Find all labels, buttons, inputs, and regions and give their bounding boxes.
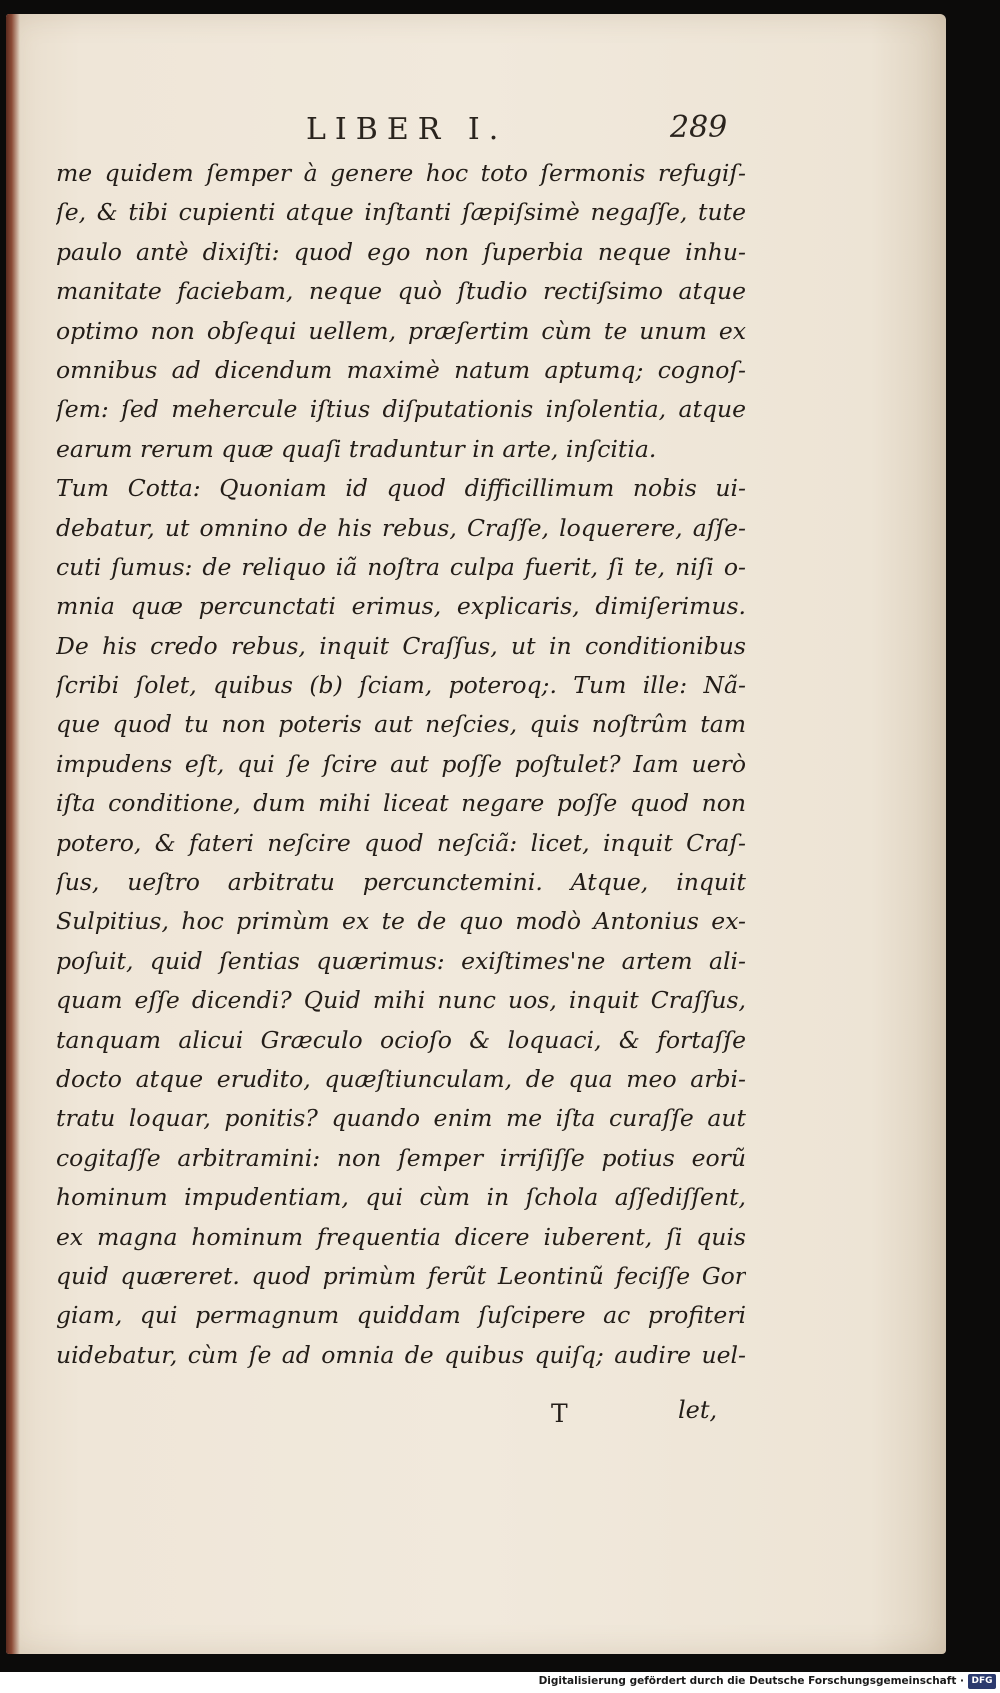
text-line: quid quæreret. quod primùm ferũt Leontinũ feciſſe Gor: [56, 1261, 746, 1290]
text-line: ſe, & tibi cupienti atque inſtanti ſæpiſsimè negaſſe, tute: [56, 198, 746, 227]
text-line: ex magna hominum frequentia dicere iuberent, ſi quis: [56, 1222, 746, 1251]
text-line: Tum Cotta: Quoniam id quod difficillimum nobis ui-: [56, 474, 746, 503]
text-line: que quod tu non poteris aut neſcies, quis noſtrûm tam: [56, 710, 746, 739]
text-line: Sulpitius, hoc primùm ex te de quo modò Antonius ex-: [56, 907, 746, 936]
text-line: hominum impudentiam, qui cùm in ſchola aſſediſſent,: [56, 1183, 746, 1212]
text-line: mnia quæ percunctati erimus, explicaris, dimiſerimus.: [56, 592, 746, 621]
text-line: cuti ſumus: de reliquo iã noſtra culpa fuerit, ſi te, niſi o-: [56, 552, 746, 581]
text-line: earum rerum quæ quaſi traduntur in arte, inſcitia.: [56, 434, 657, 463]
text-line: paulo antè dixiſti: quod ego non ſuperbia neque inhu-: [56, 237, 746, 266]
text-line: poſuit, quid ſentias quærimus: exiſtimes'ne artem ali-: [56, 946, 746, 975]
text-line: manitate faciebam, neque quò ſtudio rectiſsimo atque: [56, 277, 746, 306]
text-line: De his credo rebus, inquit Craſſus, ut in conditionibus: [56, 631, 746, 660]
book-page: [6, 14, 946, 1654]
page-number: 289: [670, 110, 728, 145]
body-text: [56, 154, 746, 1375]
funding-credit: Digitalisierung gefördert durch die Deutsche Forschungsgemeinschaft ·: [538, 1675, 964, 1687]
text-line: optimo non obſequi uellem, præſertim cùm te unum ex: [56, 316, 746, 345]
text-line: quam eſſe dicendi? Quid mihi nunc uos, inquit Craſſus,: [56, 986, 746, 1015]
text-line: me quidem ſemper à genere hoc toto ſermonis refugiſ-: [56, 159, 746, 187]
binding-edge: [6, 14, 20, 1654]
text-line: debatur, ut omnino de his rebus, Craſſe, loquerere, aſſe-: [56, 513, 746, 542]
text-line: ſcribi ſolet, quibus (b) ſciam, poteroq;. Tum ille: Nã-: [56, 671, 746, 700]
text-line: potero, & fateri neſcire quod neſciã: licet, inquit Craſ-: [56, 828, 746, 857]
text-line: iſta conditione, dum mihi liceat negare poſſe quod non: [56, 789, 746, 818]
text-line: omnibus ad dicendum maximè natum aptumq; cognoſ-: [56, 355, 746, 384]
text-line: tratu loquar, ponitis? quando enim me iſta curaſſe aut: [56, 1104, 746, 1133]
text-line: docto atque erudito, quæſtiunculam, de qua meo arbi-: [56, 1064, 746, 1093]
signature-mark: T: [551, 1399, 568, 1428]
text-line: cogitaſſe arbitramini: non ſemper irriſiſſe potius eorũ: [56, 1143, 746, 1172]
dfg-logo-icon: DFG: [968, 1674, 996, 1689]
text-line: uidebatur, cùm ſe ad omnia de quibus quiſq; audire uel-: [56, 1340, 746, 1369]
text-line: impudens eſt, qui ſe ſcire aut poſſe poſtulet? Iam uerò: [56, 749, 746, 778]
catchword: let,: [678, 1396, 718, 1424]
footer-bar: [0, 1672, 1000, 1693]
text-line: tanquam alicui Græculo ocioſo & loquaci, & fortaſſe: [56, 1025, 746, 1054]
text-line: ſem: ſed mehercule iſtius diſputationis inſolentia, atque: [56, 395, 746, 424]
running-title: LIBER I.: [306, 112, 508, 147]
text-line: ſus, ueſtro arbitratu percunctemini. Atque, inquit: [56, 868, 746, 897]
text-line: giam, qui permagnum quiddam ſuſcipere ac profiteri: [56, 1301, 746, 1330]
